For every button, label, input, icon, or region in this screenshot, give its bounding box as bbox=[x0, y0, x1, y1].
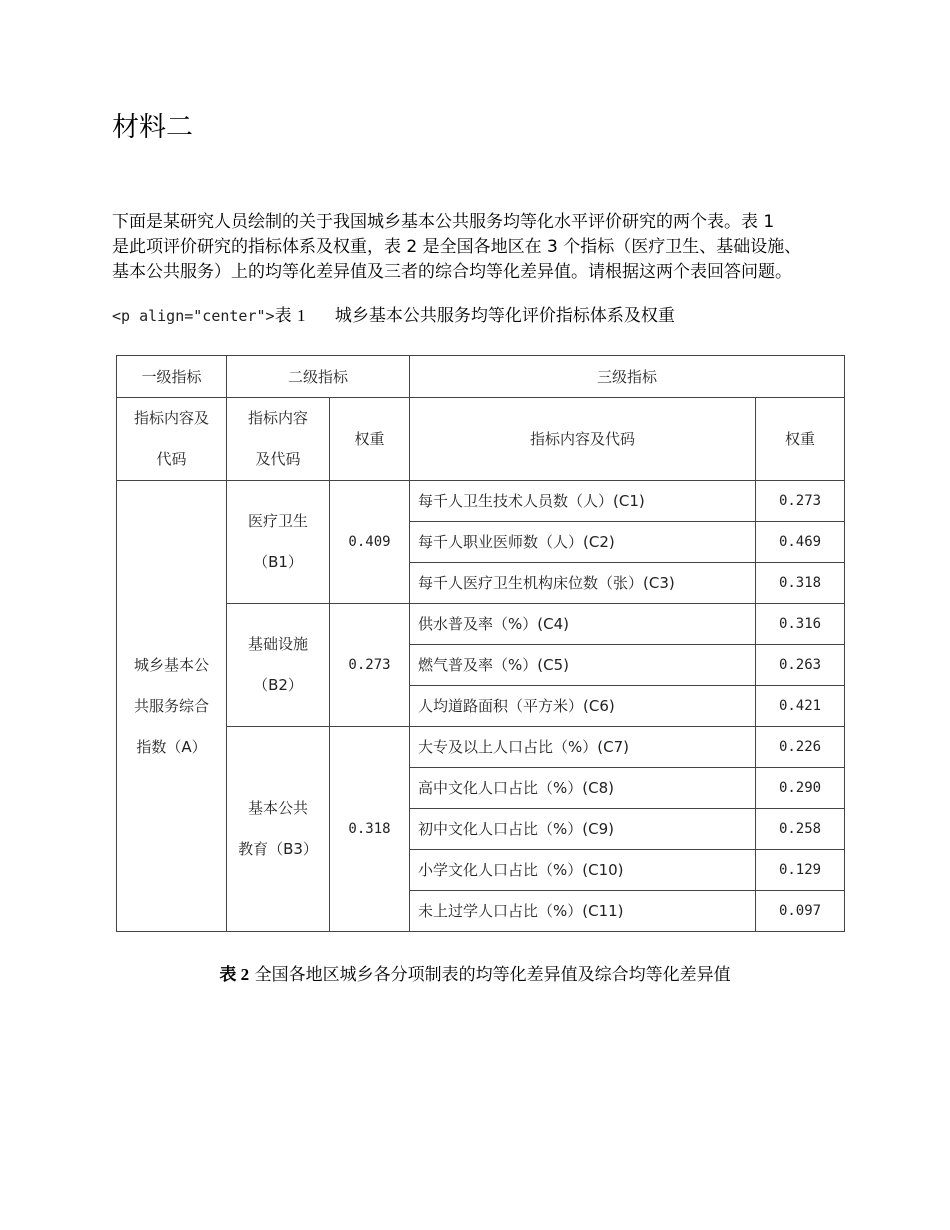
group-name-cell bbox=[227, 604, 330, 727]
group-name-line: 医疗卫生 bbox=[247, 512, 308, 530]
intro-paragraph bbox=[112, 210, 852, 285]
header-level2: 二级指标 bbox=[227, 356, 410, 398]
item-content: 每千人职业医师数（人）(C2) bbox=[410, 522, 756, 563]
table-row bbox=[117, 727, 845, 768]
item-weight: 0.263 bbox=[756, 645, 845, 686]
item-weight: 0.316 bbox=[756, 604, 845, 645]
page-title: 材料二 bbox=[112, 112, 193, 143]
group-name-cell bbox=[227, 481, 330, 604]
group-name-line: 基础设施 bbox=[247, 635, 308, 653]
item-weight: 0.318 bbox=[756, 563, 845, 604]
group-name-cell bbox=[227, 727, 330, 932]
item-content: 小学文化人口占比（%）(C10) bbox=[410, 850, 756, 891]
subheader-l2-content bbox=[227, 398, 330, 481]
group-name-line: 教育（B3） bbox=[238, 840, 318, 858]
group-name-line: （B2） bbox=[253, 676, 303, 694]
item-content: 大专及以上人口占比（%）(C7) bbox=[410, 727, 756, 768]
intro-line: 基本公共服务）上的均等化差异值及三者的综合均等化差异值。请根据这两个表回答问题。 bbox=[112, 262, 792, 282]
group-weight-cell: 0.318 bbox=[330, 727, 410, 932]
subheader-l1-content-line: 代码 bbox=[156, 450, 187, 468]
subheader-l1-content bbox=[117, 398, 227, 481]
level1-line: 共服务综合 bbox=[133, 696, 209, 715]
subheader-l2-content-line: 指标内容 bbox=[247, 409, 308, 427]
item-weight: 0.097 bbox=[756, 891, 845, 932]
table-row bbox=[117, 481, 845, 522]
subheader-l1-content-line: 指标内容及 bbox=[133, 409, 209, 427]
item-content: 未上过学人口占比（%）(C11) bbox=[410, 891, 756, 932]
table2-caption bbox=[0, 962, 950, 988]
table2-caption-text: 全国各地区城乡各分项制表的均等化差异值及综合均等化差异值 bbox=[254, 965, 731, 985]
item-content: 每千人卫生技术人员数（人）(C1) bbox=[410, 481, 756, 522]
index-weight-table bbox=[116, 355, 845, 932]
item-weight: 0.273 bbox=[756, 481, 845, 522]
item-content: 供水普及率（%）(C4) bbox=[410, 604, 756, 645]
item-weight: 0.290 bbox=[756, 768, 845, 809]
table1-caption-code: <p align="center"> bbox=[112, 307, 275, 325]
intro-line: 下面是某研究人员绘制的关于我国城乡基本公共服务均等化水平评价研究的两个表。表 1 bbox=[112, 212, 775, 232]
table1-caption bbox=[112, 303, 675, 329]
table1-caption-text: 城乡基本公共服务均等化评价指标体系及权重 bbox=[334, 306, 675, 326]
item-weight: 0.421 bbox=[756, 686, 845, 727]
item-weight: 0.258 bbox=[756, 809, 845, 850]
group-weight-cell: 0.273 bbox=[330, 604, 410, 727]
group-weight-cell: 0.409 bbox=[330, 481, 410, 604]
table-row bbox=[117, 604, 845, 645]
table1-caption-number: 1 bbox=[296, 306, 306, 325]
table2-caption-prefix: 表 2 bbox=[219, 965, 250, 984]
subheader-l2-weight: 权重 bbox=[330, 398, 410, 481]
subheader-l2-content-line: 及代码 bbox=[255, 450, 301, 468]
group-name-line: （B1） bbox=[253, 553, 303, 571]
item-content: 每千人医疗卫生机构床位数（张）(C3) bbox=[410, 563, 756, 604]
group-name-line: 基本公共 bbox=[247, 799, 308, 817]
level1-cell bbox=[117, 481, 227, 932]
item-weight: 0.469 bbox=[756, 522, 845, 563]
intro-line: 是此项评价研究的指标体系及权重，表 2 是全国各地区在 3 个指标（医疗卫生、基础设施、 bbox=[112, 237, 802, 257]
table-subheader-row bbox=[117, 398, 845, 481]
item-weight: 0.226 bbox=[756, 727, 845, 768]
item-content: 燃气普及率（%）(C5) bbox=[410, 645, 756, 686]
item-weight: 0.129 bbox=[756, 850, 845, 891]
table-header-row bbox=[117, 356, 845, 398]
header-level1: 一级指标 bbox=[117, 356, 227, 398]
subheader-l3-content: 指标内容及代码 bbox=[410, 398, 756, 481]
level1-line: 指数（A） bbox=[136, 737, 207, 756]
subheader-l3-weight: 权重 bbox=[756, 398, 845, 481]
item-content: 高中文化人口占比（%）(C8) bbox=[410, 768, 756, 809]
level1-line: 城乡基本公 bbox=[133, 655, 209, 674]
item-content: 人均道路面积（平方米）(C6) bbox=[410, 686, 756, 727]
item-content: 初中文化人口占比（%）(C9) bbox=[410, 809, 756, 850]
table1-caption-prefix: 表 bbox=[274, 306, 292, 326]
header-level3: 三级指标 bbox=[410, 356, 845, 398]
